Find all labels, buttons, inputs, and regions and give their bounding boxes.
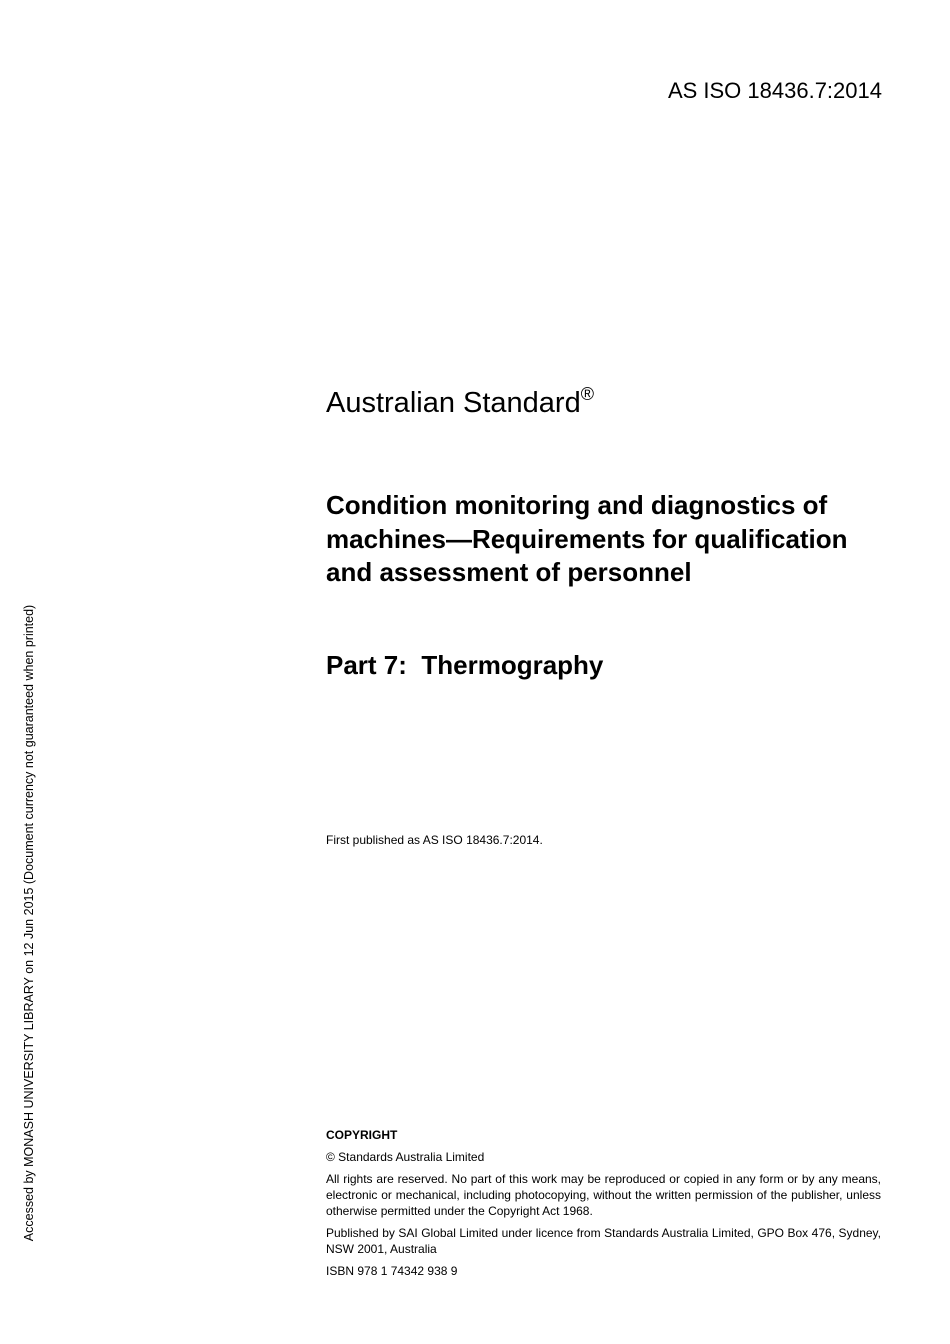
isbn: ISBN 978 1 74342 938 9 [326, 1264, 458, 1278]
access-margin-note: Accessed by MONASH UNIVERSITY LIBRARY on 12 Jun 2015 (Document currency not guaranteed when printed) [22, 604, 36, 1242]
standard-heading-text: Australian Standard [326, 387, 581, 419]
publisher-statement: Published by SAI Global Limited under licence from Standards Australia Limited, GPO Box 476, Sydney, NSW 2001, Australia [326, 1226, 881, 1256]
copyright-holder: © Standards Australia Limited [326, 1150, 485, 1164]
standard-heading [326, 384, 594, 420]
copyright-block [326, 1127, 881, 1285]
registered-mark: ® [580, 384, 594, 404]
rights-statement: All rights are reserved. No part of this work may be reproduced or copied in any form or by any means, electronic or mechanical, including photocopying, without the written permission of the publisher, unless otherwise permitted under the Copyright Act 1968. [326, 1172, 881, 1218]
first-published-note: First published as AS ISO 18436.7:2014. [326, 833, 543, 847]
document-title: Condition monitoring and diagnostics of machines—Requirements for qualification and assessment of personnel [326, 490, 848, 587]
copyright-heading: COPYRIGHT [326, 1128, 398, 1142]
document-number: AS ISO 18436.7:2014 [667, 78, 882, 103]
part-title: Part 7: Thermography [326, 650, 604, 680]
